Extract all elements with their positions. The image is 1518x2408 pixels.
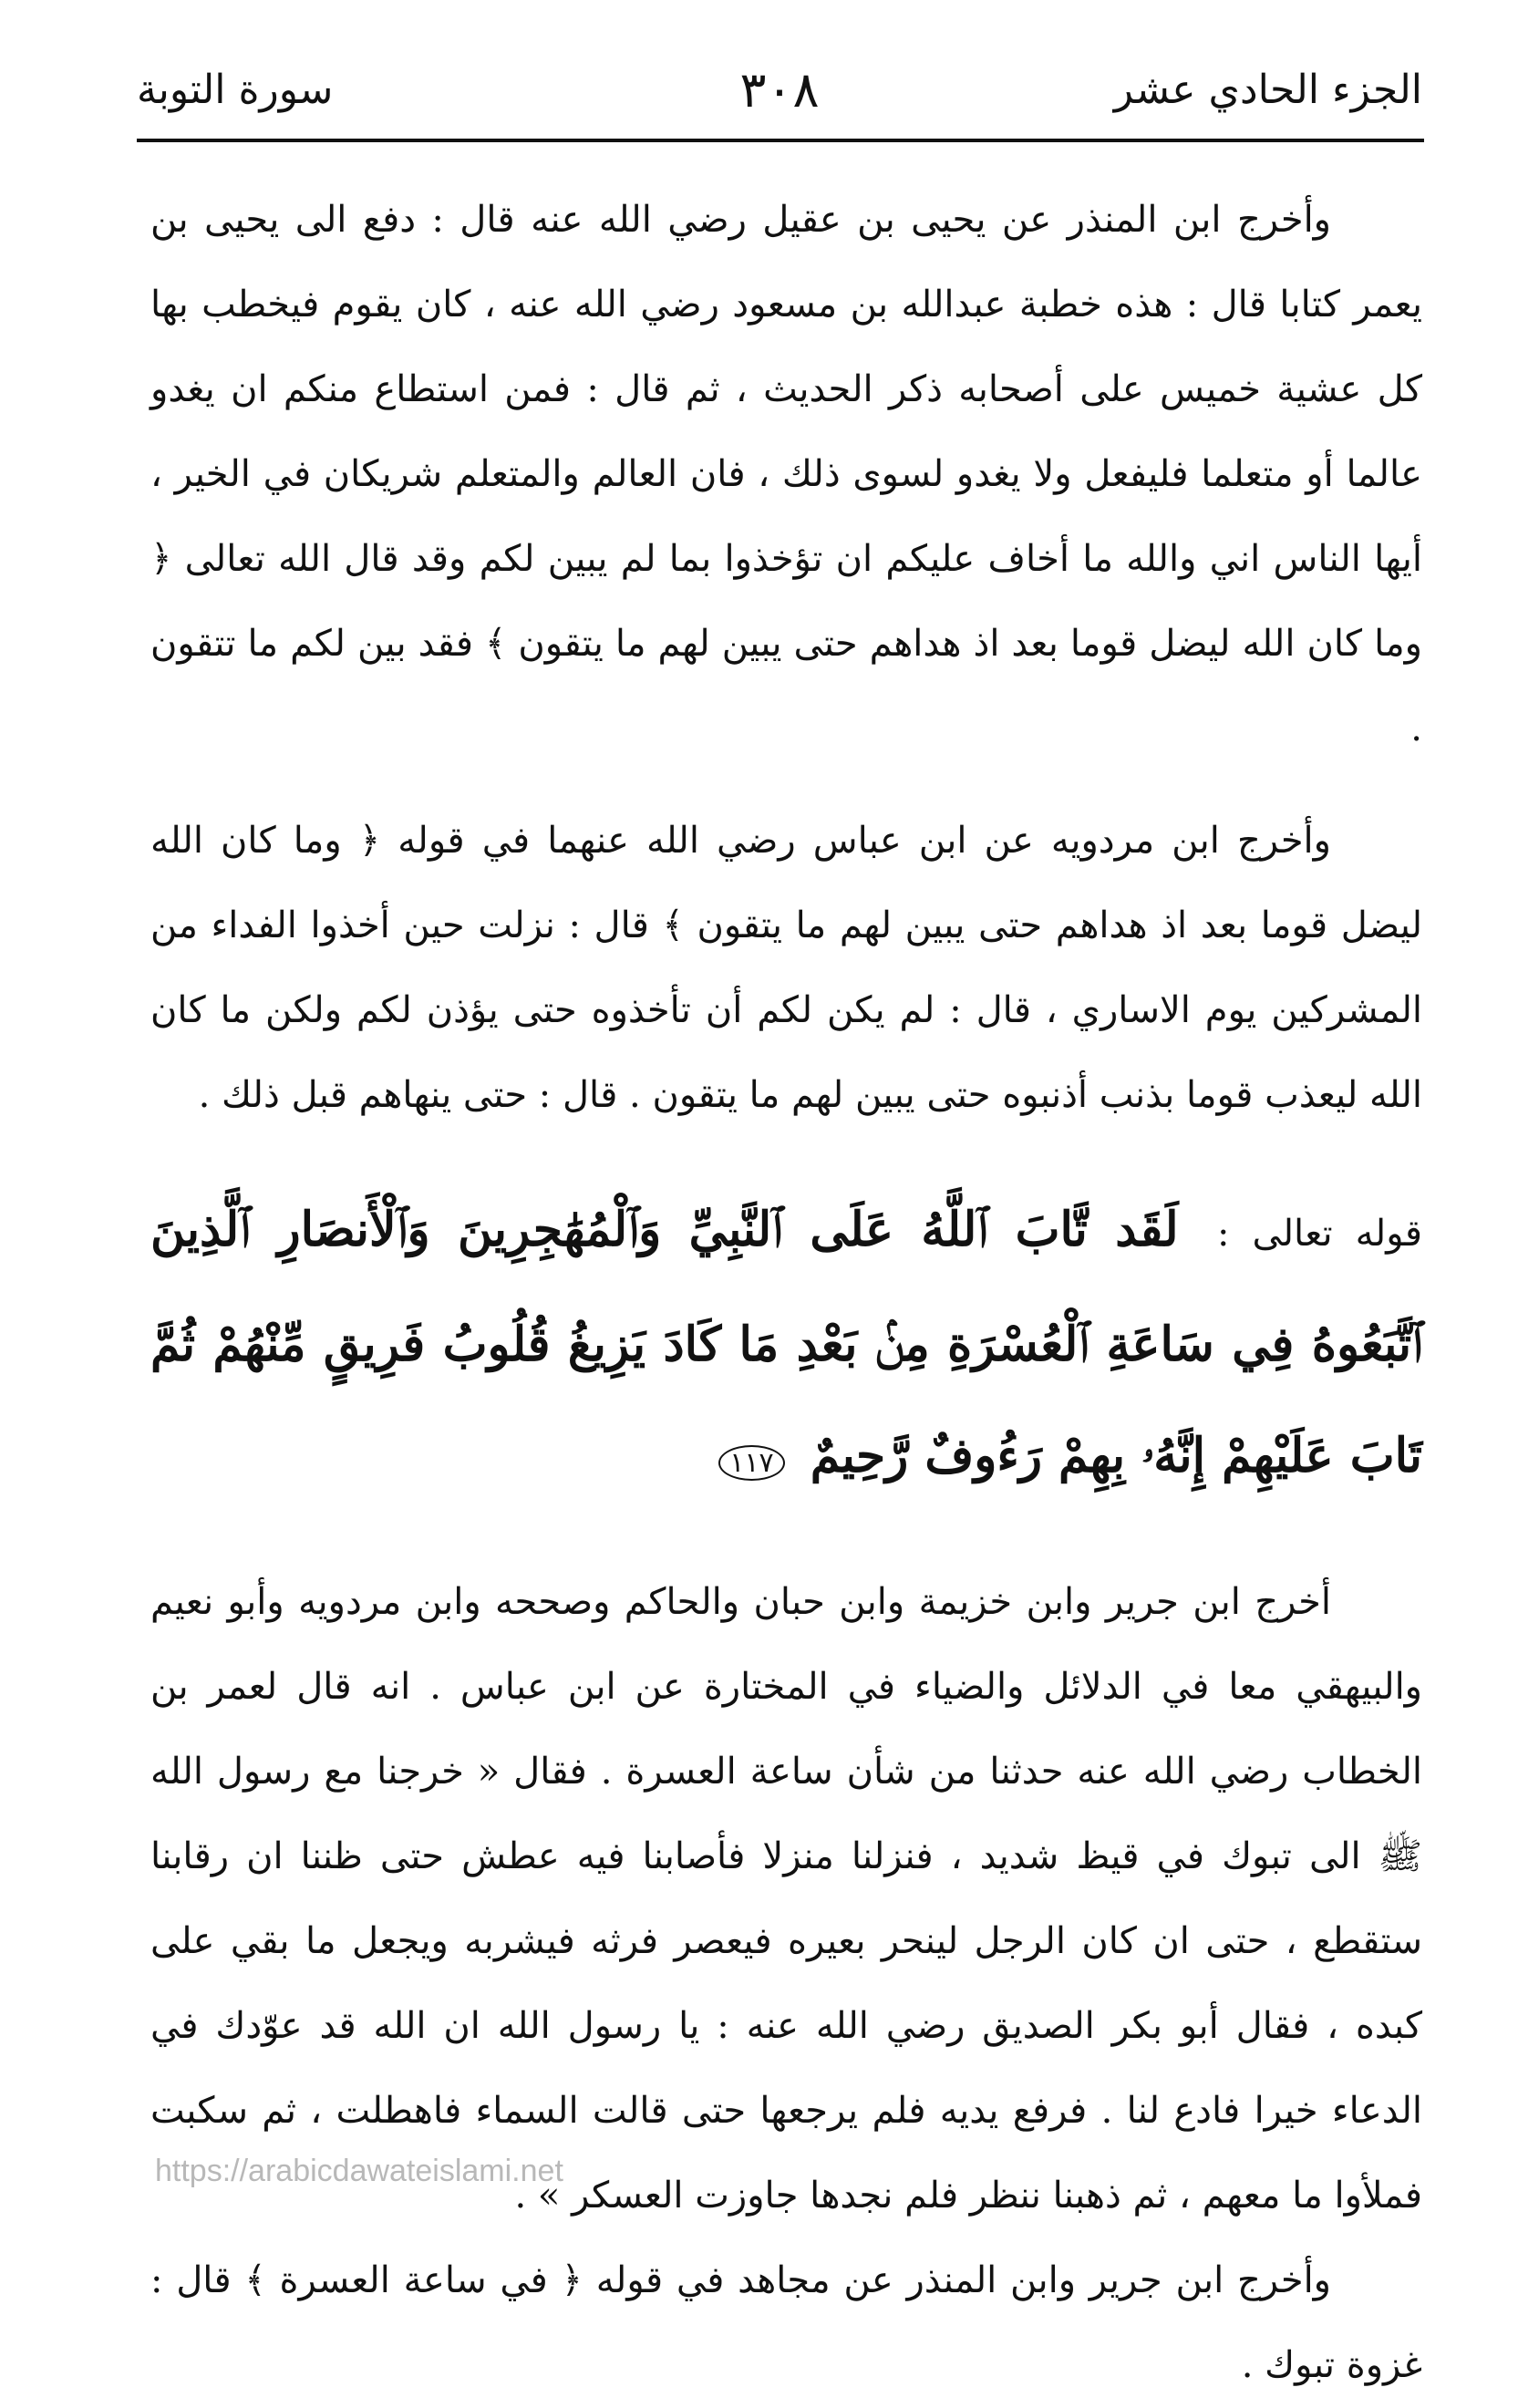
page-body bbox=[150, 178, 1422, 2408]
page-header bbox=[137, 50, 1422, 141]
watermark-url: https://arabicdawateislami.net bbox=[155, 2154, 563, 2188]
verse-number: ١١٧ bbox=[718, 1445, 784, 1481]
verse-intro: قوله تعالى : bbox=[1217, 1213, 1423, 1255]
paragraph-3: أخرج ابن جرير وابن خزيمة وابن حبان والحاكم وصححه وابن مردويه وأبو نعيم والبيهقي معا في الدلائل والضياء في المختارة عن ابن عباس . انه قال لعمر بن الخطاب رضي الله عنه حدثنا من شأن ساعة العسرة . فقال « خرجنا مع رسول الله ﷺ الى تبوك في قيظ شديد ، فنزلنا منزلا فأصابنا فيه عطش حتى ظننا ان رقابنا ستقطع ، حتى ان كان الرجل لينحر بعيره فيعصر فرثه فيشربه ويجعل ما بقي على كبده ، فقال أبو بكر الصديق رضي الله عنه : يا رسول الله ان الله قد عوّدك في الدعاء خيرا فادع لنا . فرفع يديه فلم يرجعها حتى قالت السماء فاهطلت ، ثم سكبت فملأوا ما معهم ، ثم ذهبنا ننظر فلم نجدها جاوزت العسكر » . bbox=[150, 1581, 1423, 2217]
verse-text: لَقَد تَّابَ ٱللَّهُ عَلَى ٱلنَّبِيِّ وَٱلْمُهَٰجِرِينَ وَٱلْأَنصَارِ ٱلَّذِينَ ٱتَّبَعُوهُ فِي سَاعَةِ ٱلْعُسْرَةِ مِنۢ بَعْدِ مَا كَادَ يَزِيغُ قُلُوبُ فَرِيقٍ مِّنْهُمْ ثُمَّ تَابَ عَلَيْهِمْ إِنَّهُۥ بِهِمْ رَءُوفٌ رَّحِيمٌ bbox=[150, 1202, 1422, 1483]
surah-title: سورة التوبة bbox=[137, 67, 334, 113]
part-title: الجزء الحادي عشر bbox=[1113, 67, 1422, 113]
page-number: ٣٠٨ bbox=[739, 61, 820, 119]
quran-verse bbox=[150, 1174, 1422, 1519]
paragraph-1: وأخرج ابن المنذر عن يحيى بن عقيل رضي الله عنه قال : دفع الى يحيى بن يعمر كتابا قال : هذه خطبة عبدالله بن مسعود رضي الله عنه ، كان يقوم فيخطب بها كل عشية خميس على أصحابه ذكر الحديث ، ثم قال : فمن استطاع منكم ان يغدو عالما أو متعلما فليفعل ولا يغدو لسوى ذلك ، فان العالم والمتعلم شريكان في الخير ، أيها الناس اني والله ما أخاف عليكم ان تؤخذوا بما لم يبين لكم وقد قال الله تعالى ﴿ وما كان الله ليضل قوما بعد اذ هداهم حتى يبين لهم ما يتقون ﴾ فقد بين لكم ما تتقون . bbox=[150, 199, 1422, 749]
paragraph-2: وأخرج ابن مردويه عن ابن عباس رضي الله عنهما في قوله ﴿ وما كان الله ليضل قوما بعد اذ هداهم حتى يبين لهم ما يتقون ﴾ قال : نزلت حين أخذوا الفداء من المشركين يوم الاساري ، قال : لم يكن لكم أن تأخذوه حتى يؤذن لكم ولكن ما كان الله ليعذب قوما بذنب أذنبوه حتى يبين لهم ما يتقون . قال : حتى ينهاهم قبل ذلك . bbox=[150, 820, 1422, 1116]
paragraph-4: وأخرج ابن جرير وابن المنذر عن مجاهد في قوله ﴿ في ساعة العسرة ﴾ قال : غزوة تبوك . bbox=[150, 2259, 1422, 2386]
header-rule bbox=[137, 139, 1424, 142]
